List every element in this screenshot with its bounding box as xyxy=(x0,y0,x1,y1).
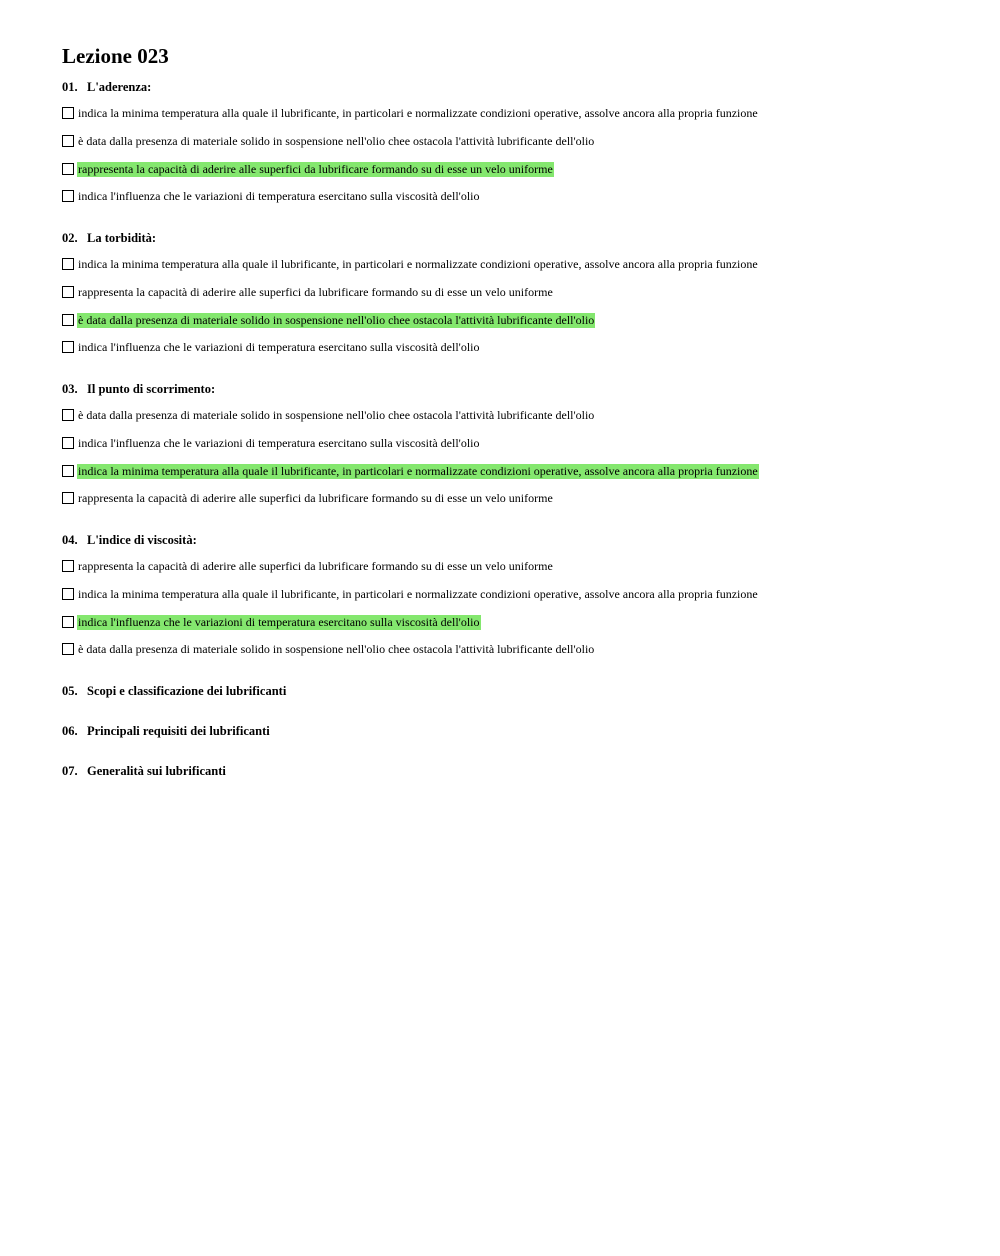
checkbox[interactable] xyxy=(62,163,74,175)
option-text: rappresenta la capacità di aderire alle superfici da lubrificare formando su di esse un velo uniforme xyxy=(78,284,553,299)
answer-option[interactable] xyxy=(62,614,481,630)
option-text: indica l'influenza che le variazioni di temperatura esercitano sulla viscosità dell'olio xyxy=(78,188,480,203)
lesson-title: Lezione 023 xyxy=(62,44,169,68)
question-text: Scopi e classificazione dei lubrificanti xyxy=(87,684,287,698)
question-number: 07. xyxy=(62,764,78,778)
option-text: è data dalla presenza di materiale solido in sospensione nell'olio chee ostacola l'attività lubrificante dell'olio xyxy=(78,312,595,327)
answer-option[interactable] xyxy=(62,133,595,149)
checkbox[interactable] xyxy=(62,135,74,147)
answer-option[interactable] xyxy=(62,312,595,328)
answer-option[interactable] xyxy=(62,641,595,657)
question-text: L'indice di viscosità: xyxy=(87,533,197,547)
option-text: rappresenta la capacità di aderire alle superfici da lubrificare formando su di esse un velo uniforme xyxy=(78,490,553,505)
option-text: rappresenta la capacità di aderire alle superfici da lubrificare formando su di esse un velo uniforme xyxy=(78,161,553,176)
question-number: 04. xyxy=(62,533,78,547)
open-question xyxy=(62,763,226,779)
question-text: Il punto di scorrimento: xyxy=(87,382,216,396)
question-text: Principali requisiti dei lubrificanti xyxy=(87,724,270,738)
checkbox[interactable] xyxy=(62,314,74,326)
checkbox[interactable] xyxy=(62,107,74,119)
question-number: 03. xyxy=(62,382,78,396)
answer-option[interactable] xyxy=(62,188,481,204)
answer-option[interactable] xyxy=(62,435,481,451)
answer-option[interactable] xyxy=(62,284,554,300)
question-number: 02. xyxy=(62,231,78,245)
option-text: rappresenta la capacità di aderire alle superfici da lubrificare formando su di esse un velo uniforme xyxy=(78,558,553,573)
checkbox[interactable] xyxy=(62,258,74,270)
checkbox[interactable] xyxy=(62,437,74,449)
question-text: L'aderenza: xyxy=(87,80,152,94)
question-text: La torbidità: xyxy=(87,231,157,245)
checkbox[interactable] xyxy=(62,560,74,572)
option-text: indica l'influenza che le variazioni di temperatura esercitano sulla viscosità dell'olio xyxy=(78,339,480,354)
option-text: indica la minima temperatura alla quale il lubrificante, in particolari e normalizzate condizioni operative, assolve ancora alla propria funzione xyxy=(78,586,758,601)
checkbox[interactable] xyxy=(62,643,74,655)
question-number: 01. xyxy=(62,80,78,94)
option-text: indica l'influenza che le variazioni di temperatura esercitano sulla viscosità dell'olio xyxy=(78,435,480,450)
answer-option[interactable] xyxy=(62,490,554,506)
option-text: indica la minima temperatura alla quale il lubrificante, in particolari e normalizzate condizioni operative, assolve ancora alla propria funzione xyxy=(78,463,758,478)
checkbox[interactable] xyxy=(62,341,74,353)
open-question xyxy=(62,683,286,699)
question-number: 06. xyxy=(62,724,78,738)
answer-option[interactable] xyxy=(62,558,554,574)
question-text: Generalità sui lubrificanti xyxy=(87,764,226,778)
checkbox[interactable] xyxy=(62,492,74,504)
answer-option[interactable] xyxy=(62,105,759,121)
option-text: indica la minima temperatura alla quale il lubrificante, in particolari e normalizzate condizioni operative, assolve ancora alla propria funzione xyxy=(78,105,758,120)
question-header xyxy=(62,230,156,246)
question-header xyxy=(62,532,197,548)
answer-option[interactable] xyxy=(62,463,759,479)
answer-option[interactable] xyxy=(62,256,759,272)
checkbox[interactable] xyxy=(62,286,74,298)
answer-option[interactable] xyxy=(62,161,554,177)
option-text: è data dalla presenza di materiale solido in sospensione nell'olio chee ostacola l'attività lubrificante dell'olio xyxy=(78,407,595,422)
option-text: è data dalla presenza di materiale solido in sospensione nell'olio chee ostacola l'attività lubrificante dell'olio xyxy=(78,133,595,148)
open-question xyxy=(62,723,270,739)
checkbox[interactable] xyxy=(62,588,74,600)
option-text: indica l'influenza che le variazioni di temperatura esercitano sulla viscosità dell'olio xyxy=(78,614,480,629)
answer-option[interactable] xyxy=(62,339,481,355)
checkbox[interactable] xyxy=(62,409,74,421)
checkbox[interactable] xyxy=(62,190,74,202)
question-header xyxy=(62,381,215,397)
checkbox[interactable] xyxy=(62,465,74,477)
option-text: indica la minima temperatura alla quale il lubrificante, in particolari e normalizzate condizioni operative, assolve ancora alla propria funzione xyxy=(78,256,758,271)
checkbox[interactable] xyxy=(62,616,74,628)
option-text: è data dalla presenza di materiale solido in sospensione nell'olio chee ostacola l'attività lubrificante dell'olio xyxy=(78,641,595,656)
answer-option[interactable] xyxy=(62,407,595,423)
question-number: 05. xyxy=(62,684,78,698)
answer-option[interactable] xyxy=(62,586,759,602)
question-header xyxy=(62,79,151,95)
